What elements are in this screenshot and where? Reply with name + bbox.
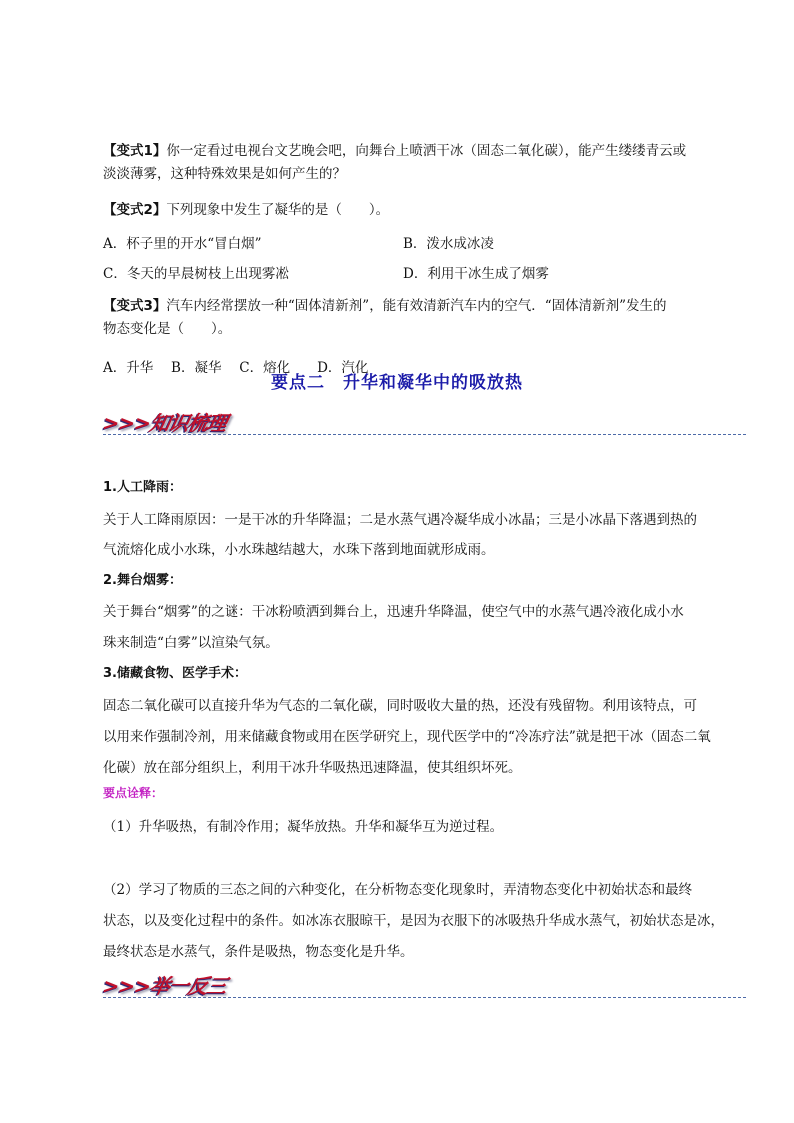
divider xyxy=(103,997,746,998)
variant2-line xyxy=(103,200,744,220)
variant3-line2: 物态变化是（ ）。 xyxy=(103,321,232,337)
variant3-line1 xyxy=(103,296,744,316)
variant2-option-a: A．杯子里的开水“冒白烟” xyxy=(103,236,262,252)
example-banner xyxy=(100,970,256,1000)
variant2-text: 下列现象中发生了凝华的是（ ）。 xyxy=(166,202,390,218)
paragraph-medical-line1: 固态二氧化碳可以直接升华为气态的二氧化碳，同时吸收大量的热，还没有残留物。利用该特点，可 xyxy=(103,698,697,714)
paragraph-fog-line2: 珠来制造“白雾”以渲染气氛。 xyxy=(103,635,279,651)
variant3-options: A．升华 B．凝华 C．熔化 D．汽化 xyxy=(103,360,369,376)
paragraph-rain-line2: 气流熔化成小水珠，小水珠越结越大，水珠下落到地面就形成雨。 xyxy=(103,542,495,558)
variant2-options-row1 xyxy=(103,234,744,254)
heading-food-medical: 3.储藏食物、医学手术： xyxy=(103,666,247,681)
paragraph-medical-line3: 化碳）放在部分组织上，利用干冰升华吸热迅速降温，使其组织坏死。 xyxy=(103,760,522,776)
paragraph-fog-line1: 关于舞台“烟雾”的之谜：干冰粉喷洒到舞台上，迅速升华降温，使空气中的水蒸气遇冷液化成小水 xyxy=(103,604,684,620)
variant1-line1 xyxy=(103,141,744,161)
variant2-option-b: B．泼水成冰凌 xyxy=(403,236,494,252)
banner-chevrons: >>> xyxy=(100,411,153,435)
divider xyxy=(103,434,746,435)
note-label: 要点诠释： xyxy=(103,786,164,800)
banner-chevrons: >>> xyxy=(100,974,153,998)
variant2-option-c: C．冬天的早晨树枝上出现雾凇 xyxy=(103,266,289,282)
paragraph-medical-line2: 以用来作强制冷剂，用来储藏食物或用在医学研究上，现代医学中的“冷冻疗法”就是把干冰（固态二氧 xyxy=(103,729,711,745)
variant1-line2: 淡淡薄雾，这种特殊效果是如何产生的？ xyxy=(103,166,346,182)
variant2-options-row2 xyxy=(103,264,744,284)
heading-artificial-rain: 1.人工降雨： xyxy=(103,480,182,495)
variant1-label: 【变式1】 xyxy=(103,143,167,159)
note-2-line2: 状态，以及变化过程中的条件。如冰冻衣服晾干，是因为衣服下的冰吸热升华成水蒸气，初始状态是冰， xyxy=(103,913,724,929)
variant3-text: 汽车内经常摆放一种“固体清新剂”，能有效清新汽车内的空气．“固体清新剂”发生的 xyxy=(166,298,667,314)
heading-stage-fog: 2.舞台烟雾： xyxy=(103,573,182,588)
section-title: 要点二 升华和凝华中的吸放热 xyxy=(271,373,523,393)
note-2-line3: 最终状态是水蒸气，条件是吸热，物态变化是升华。 xyxy=(103,944,414,960)
variant1-text: 你一定看过电视台文艺晚会吧，向舞台上喷洒干冰（固态二氧化碳），能产生缕缕青云或 xyxy=(166,143,687,159)
note-2-line1: （2）学习了物质的三态之间的六种变化，在分析物态变化现象时，弄清物态变化中初始状态和最终 xyxy=(103,882,693,898)
paragraph-rain-line1: 关于人工降雨原因：一是干冰的升华降温；二是水蒸气遇冷凝华成小冰晶；三是小冰晶下落遇到热的 xyxy=(103,512,697,528)
variant3-label: 【变式3】 xyxy=(103,298,167,314)
variant2-option-d: D．利用干冰生成了烟雾 xyxy=(403,266,549,282)
knowledge-banner-label: 知识梳理 xyxy=(147,411,229,435)
variant2-label: 【变式2】 xyxy=(103,202,167,218)
example-banner-label: 举一反三 xyxy=(147,974,229,998)
note-1: （1）升华吸热，有制冷作用；凝华放热。升华和凝华互为逆过程。 xyxy=(103,819,504,835)
knowledge-banner xyxy=(100,407,256,437)
